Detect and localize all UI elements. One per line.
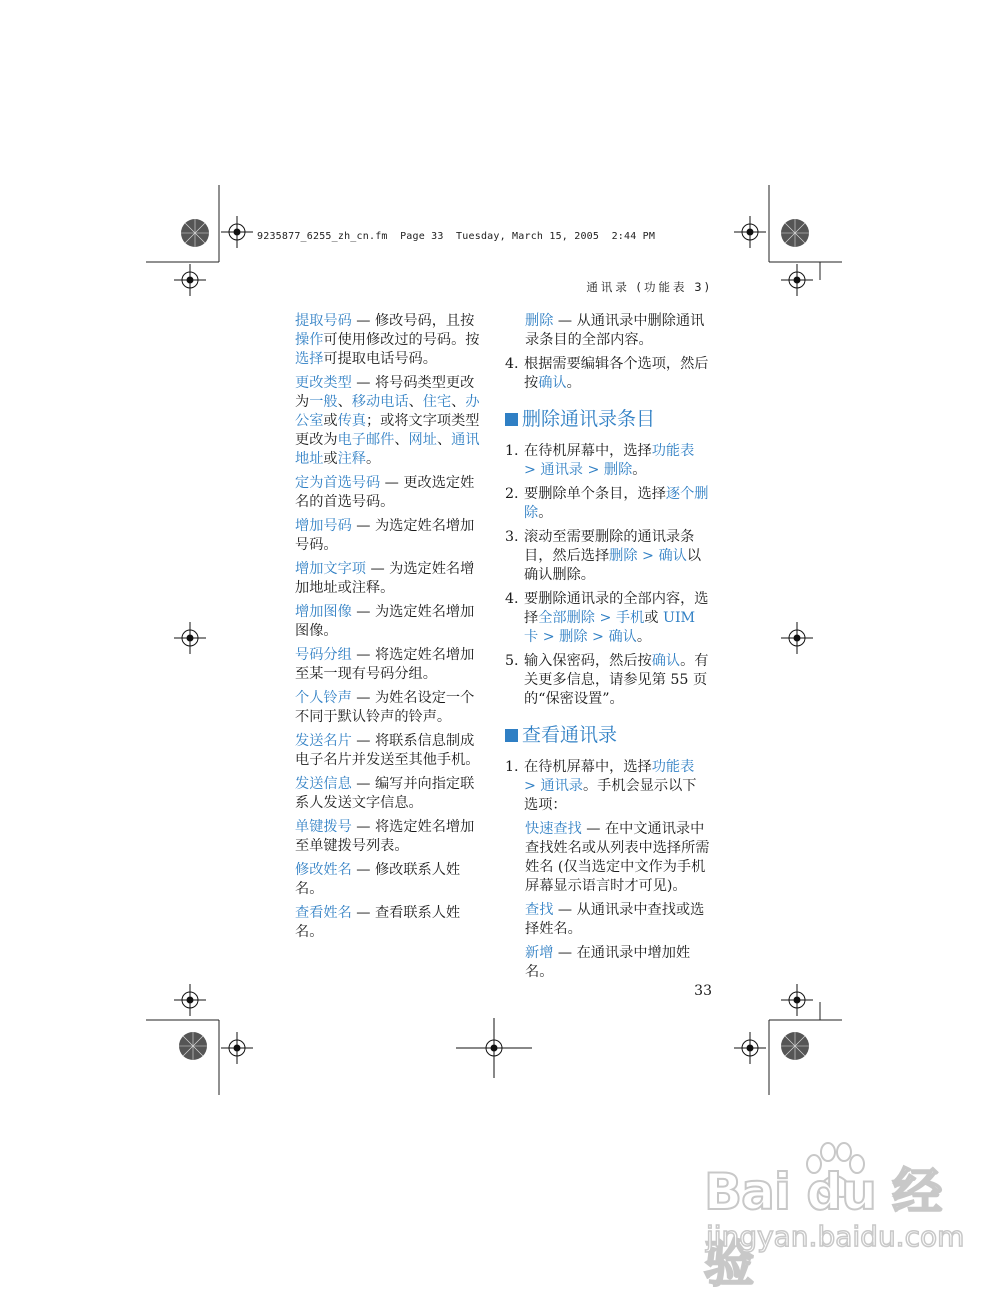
left-column (295, 312, 483, 947)
step-item: 1. 在待机屏幕中，选择功能表 > 通讯录 > 删除。 (505, 443, 695, 478)
list-item: 单键拨号 — 将选定姓名增加至单键拨号列表。 (295, 819, 475, 854)
watermark-brand: Bai du 经验 (704, 1163, 942, 1293)
step-item: 5. 输入保密码，然后按确认。有关更多信息，请参见第 55 页的“保密设置”。 (505, 653, 709, 707)
right-column (505, 312, 710, 987)
list-item: 发送名片 — 将联系信息制成电子名片并发送至其他手机。 (295, 733, 480, 768)
list-item: 定为首选号码 — 更改选定姓名的首选号码。 (295, 475, 475, 510)
square-bullet-icon (505, 729, 518, 742)
step-item: 1. 在待机屏幕中，选择功能表 > 通讯录。手机会显示以下选项： (505, 759, 697, 813)
list-item: 个人铃声 — 为姓名设定一个不同于默认铃声的铃声。 (295, 690, 475, 725)
baidu-jingyan-watermark (700, 1148, 965, 1293)
list-item: 号码分组 — 将选定姓名增加至某一现有号码分组。 (295, 647, 475, 682)
section-heading-view: 查看通讯录 (505, 723, 710, 747)
square-bullet-icon (505, 413, 518, 426)
sub-option-delete: 删除 — 从通讯录中删除通讯录条目的全部内容。 (525, 313, 705, 348)
list-item: 发送信息 — 编写并向指定联系人发送文字信息。 (295, 776, 475, 811)
sub-option: 查找 — 从通讯录中查找或选择姓名。 (525, 902, 705, 937)
list-item: 修改姓名 — 修改联系人姓名。 (295, 862, 461, 897)
list-item: 提取号码 — 修改号码，且按操作可使用修改过的号码。按选择可提取电话号码。 (295, 313, 480, 367)
sub-option: 新增 — 在通讯录中增加姓名。 (525, 945, 691, 980)
sub-option: 快速查找 — 在中文通讯录中查找姓名或从列表中选择所需姓名 (仅当选定中文作为手机屏幕显示语言时才可见)。 (525, 821, 710, 894)
list-item: 增加号码 — 为选定姓名增加号码。 (295, 518, 475, 553)
step-item: 3. 滚动至需要删除的通讯录条目，然后选择删除 > 确认以确认删除。 (505, 529, 702, 583)
file-header-line: 9235877_6255_zh_cn.fm Page 33 Tuesday, March 15, 2005 2:44 PM (257, 231, 656, 242)
list-item: 查看姓名 — 查看联系人姓名。 (295, 905, 461, 940)
list-item: 增加图像 — 为选定姓名增加图像。 (295, 604, 475, 639)
step-item: 4. 要删除通讯录的全部内容，选择全部删除 > 手机或 UIM 卡 > 删除 > 确认。 (505, 591, 709, 645)
list-item: 更改类型 — 将号码类型更改为一般、移动电话、住宅、办公室或传真；或将文字项类型更改为电子邮件、网址、通讯地址或注释。 (295, 375, 480, 467)
section-heading-delete: 删除通讯录条目 (505, 407, 710, 431)
list-item: 增加文字项 — 为选定姓名增加地址或注释。 (295, 561, 475, 596)
page-number: 33 (694, 983, 712, 999)
watermark-site: jingyan.baidu.com (706, 1220, 965, 1253)
step-item: 4. 根据需要编辑各个选项，然后按确认。 (505, 356, 709, 391)
running-head: 通讯录 (功能表 3) (586, 280, 712, 294)
step-item: 2. 要删除单个条目，选择逐个删除。 (505, 486, 709, 521)
